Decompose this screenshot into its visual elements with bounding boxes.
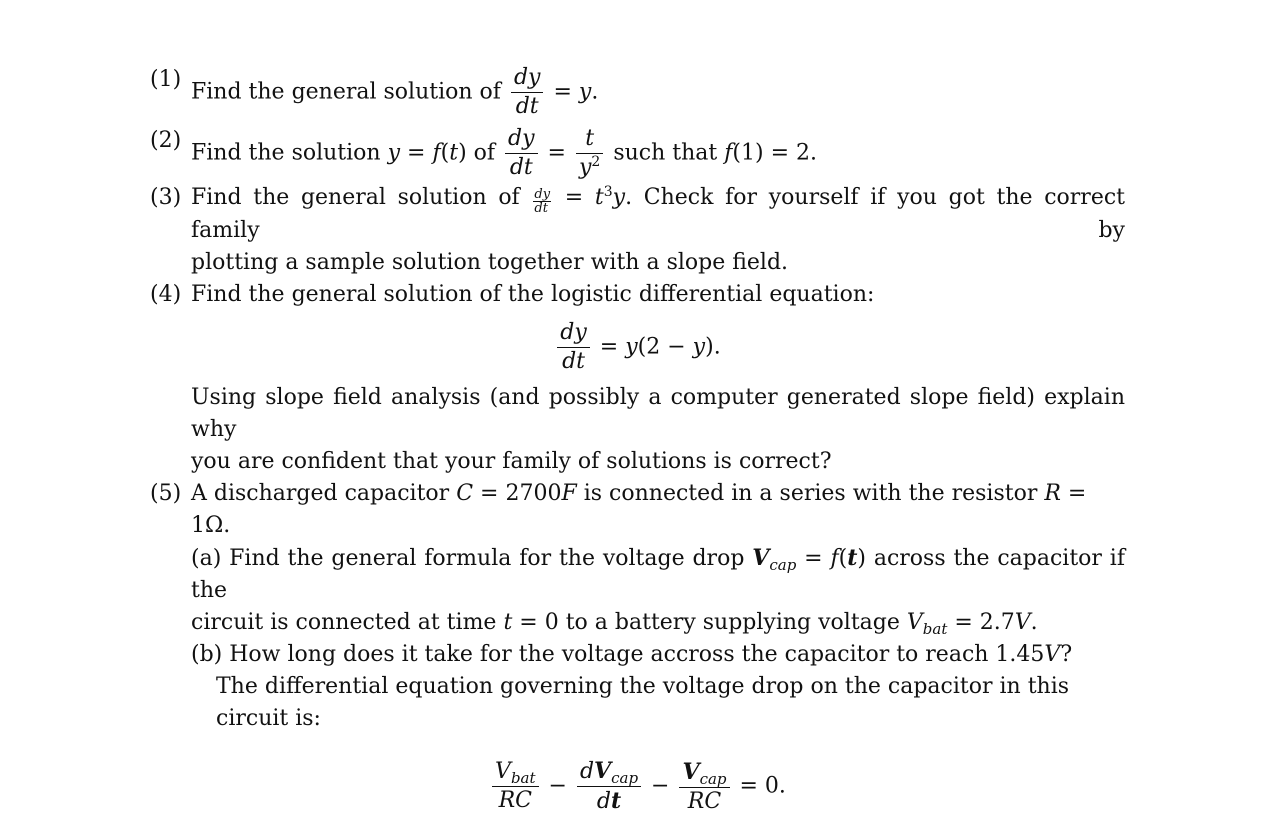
problem-5a: (a) Find the general formula for the voltage drop $V_{cap} = f(t)$ across the capacitor if the circuit is connected at time t = 0 to a battery supplying voltage $V_{bat} = 2.7V$. [191, 545, 1125, 638]
problem-text: Find the general solution of [191, 79, 501, 105]
problem-text: of [473, 140, 496, 166]
function-expr: y = f(t) [387, 140, 467, 166]
problem-text: such that [613, 140, 718, 166]
equation: = y. [553, 79, 599, 105]
problem-4 [150, 279, 1125, 311]
capacitance: C = 2700F [456, 481, 577, 506]
problem-4-followup: Using slope field analysis (and possibly a computer generated slope field) explain why you are confident that your family of solutions is correct? [191, 385, 1125, 474]
problem-5b: (b) How long does it take for the voltage accross the capacitor to reach 1.45V? [191, 642, 1073, 667]
problem-line: plotting a sample solution together with a slope field. [191, 250, 789, 275]
problem-1 [150, 64, 1125, 121]
problem-5: (5) A discharged capacitor C = 2700F is connected in a series with the resistor R = 1Ω. [150, 478, 1125, 542]
problem-number: (2) [150, 128, 182, 153]
problem-number: (1) [150, 67, 182, 92]
governing-equation: $\frac{V_{bat}}{RC}$ − $\frac{dV_{cap}}{dt}$ − $\frac{V_{cap}}{RC}$ = 0. [150, 757, 1125, 816]
initial-condition: f(1) = 2. [724, 140, 817, 166]
small-fraction-dy-dt: $\frac{dy}{dt}$ [534, 187, 551, 216]
resistance: R = 1Ω. [191, 481, 1087, 538]
problem-2: (2) Find the solution y = f(t) of $\frac{dy}{dt}$ = $\frac{t}{y^2}$ such that f(1) = 2. [150, 126, 817, 180]
problem-text: Find the solution [191, 140, 381, 166]
problem-number: (3) [150, 185, 182, 210]
logistic-equation: $\frac{dy}{dt}$ = y(2 − y). [150, 319, 1125, 376]
problem-3 [150, 182, 1125, 279]
fraction-dy-dt: $\frac{dy}{dt}$ [505, 125, 538, 182]
problem-line: Find the general solution of $\frac{dy}{dt}$ = $t^3y$. Check for yourself if you got the correct family by [191, 184, 1126, 243]
problem-number: (5) [150, 481, 182, 506]
governing-text: The differential equation governing the voltage drop on the capacitor in this circuit is: [216, 674, 1070, 731]
fraction-dy-dt: $\frac{dy}{dt}$ [511, 64, 544, 121]
fraction-t-y2: $\frac{t}{y^2}$ [576, 125, 603, 182]
problem-text: Find the general solution of the logistic differential equation: [191, 282, 875, 307]
problem-set [150, 64, 1125, 816]
problem-number: (4) [150, 282, 182, 307]
